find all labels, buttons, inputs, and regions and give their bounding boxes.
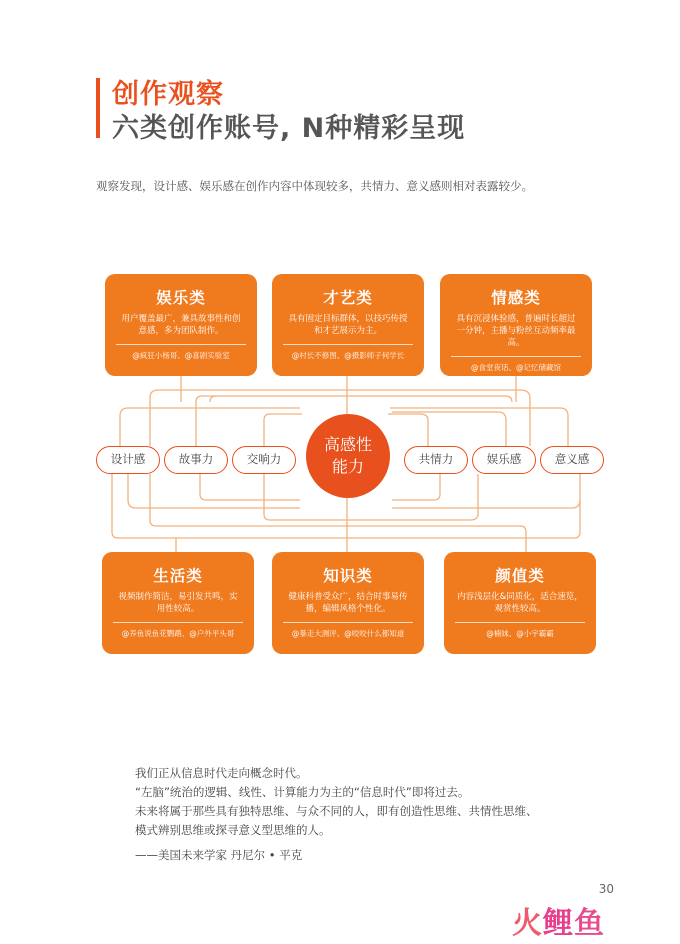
card-divider [451, 356, 581, 357]
card-entertainment [105, 274, 257, 376]
pill-empathy: 共情力 [404, 446, 468, 474]
center-line-2: 能力 [331, 457, 364, 476]
pill-symphony: 交响力 [232, 446, 296, 474]
pill-play: 娱乐感 [472, 446, 536, 474]
pill-design: 设计感 [96, 446, 160, 474]
card-description: 具有沉浸体验感，普遍时长超过一分钟，主播与粉丝互动频率最高。 [456, 314, 576, 348]
card-divider [283, 622, 413, 623]
quote-block [135, 764, 538, 865]
card-knowledge [272, 552, 424, 654]
card-title: 娱乐类 [156, 289, 206, 307]
card-title: 知识类 [323, 567, 373, 585]
card-accounts: @暴走大测评、@咬咬什么都知道 [291, 629, 405, 638]
page-number: 30 [598, 882, 614, 896]
quote-attribution: ——美国未来学家 丹尼尔 • 平克 [135, 848, 303, 862]
brand-char: 火 [512, 906, 543, 941]
card-accounts: @食堂夜话、@记忆储藏馆 [471, 363, 561, 372]
quote-line: 模式辨别思维或探寻意义型思维的人。 [135, 823, 331, 837]
brand-char: 鲤 [543, 906, 574, 941]
card-accounts: @村长不修图、@摄影师子何学长 [291, 351, 405, 360]
card-divider [113, 622, 243, 623]
card-life [102, 552, 254, 654]
card-divider [116, 344, 246, 345]
quote-line: 未来将属于那些具有独特思维、与众不同的人，即有创造性思维、共情性思维、 [135, 804, 538, 818]
card-divider [283, 344, 413, 345]
card-accounts: @疯狂小杨哥、@喜剧实验室 [132, 351, 230, 360]
card-title: 情感类 [491, 289, 541, 307]
card-description: 具有固定目标群体，以技巧传授和才艺展示为主。 [288, 314, 408, 336]
pill-story: 故事力 [164, 446, 228, 474]
card-emotion [440, 274, 592, 376]
card-title: 生活类 [153, 567, 203, 585]
quote-line: “左脑”统治的逻辑、线性、计算能力为主的“信息时代”即将过去。 [135, 785, 470, 799]
quote-line: 我们正从信息时代走向概念时代。 [135, 766, 308, 780]
pill-meaning: 意义感 [540, 446, 604, 474]
card-looks [444, 552, 596, 654]
card-title: 颜值类 [495, 567, 545, 585]
card-accounts: @养鱼说鱼花鹦鹉、@户外平头哥 [121, 629, 235, 638]
page-title: 创作观察 [112, 79, 224, 110]
intro-text: 观察发现，设计感、娱乐感在创作内容中体现较多，共情力、意义感则相对表露较少。 [96, 179, 533, 193]
center-circle [306, 414, 390, 498]
card-accounts: @楠妹、@小宇霸霸 [486, 629, 554, 638]
card-description: 视频制作简洁，易引发共鸣，实用性较高。 [118, 592, 238, 614]
card-description: 用户覆盖最广，兼具故事性和创意感，多为团队制作。 [121, 314, 241, 336]
card-talent [272, 274, 424, 376]
brand-logo [512, 898, 605, 942]
card-title: 才艺类 [323, 289, 373, 307]
card-divider [455, 622, 585, 623]
brand-char: 鱼 [574, 906, 605, 941]
card-description: 内容浅层化&同质化，适合速览，观赏性较高。 [457, 592, 583, 614]
page-subtitle: 六类创作账号, N种精彩呈现 [112, 113, 466, 144]
center-line-1: 高感性 [323, 435, 372, 454]
card-description: 健康科普受众广，结合时事易传播，编辑风格个性化。 [288, 592, 408, 614]
